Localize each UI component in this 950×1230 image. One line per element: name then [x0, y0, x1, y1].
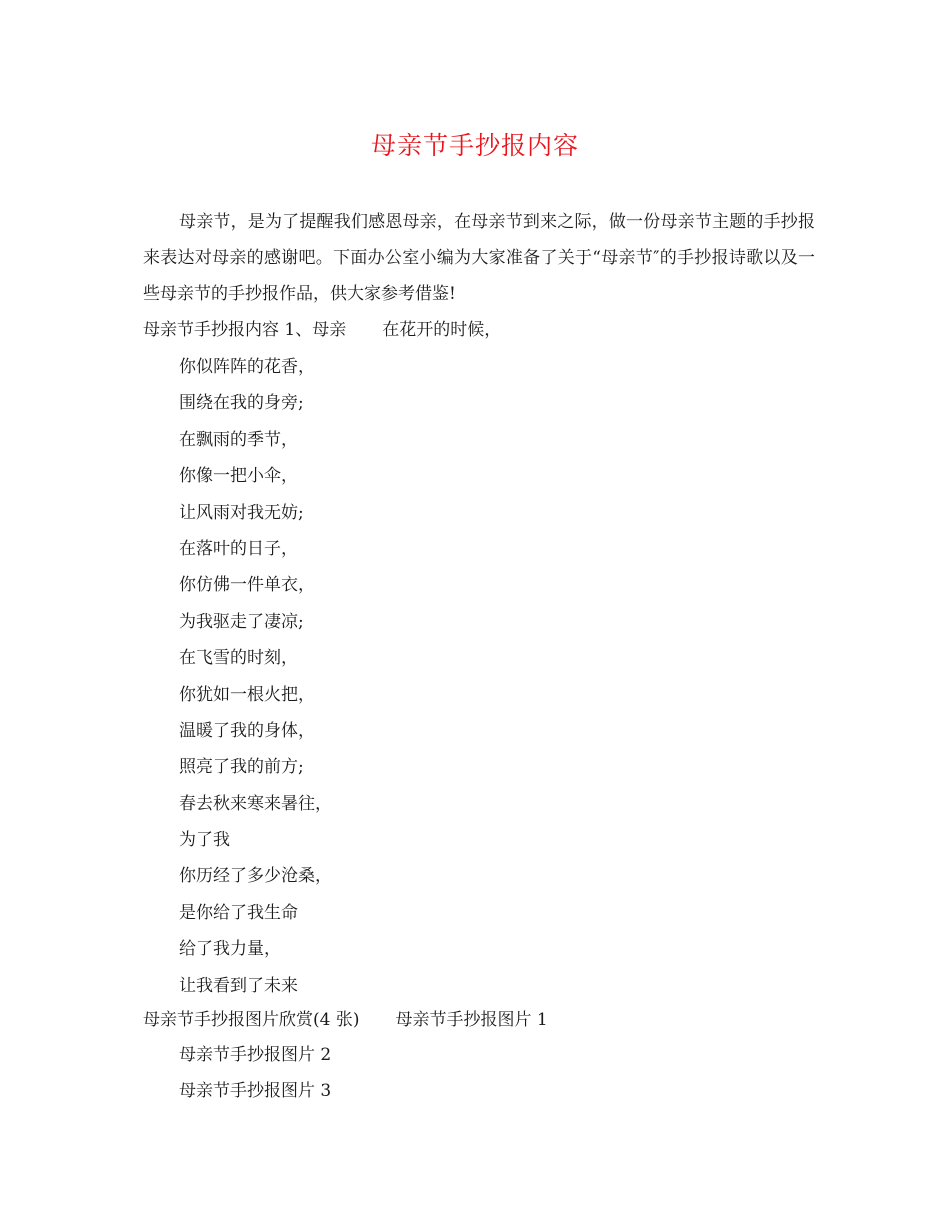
- poem-first-line: 在花开的时候，: [382, 320, 502, 340]
- intro-paragraph: 母亲节，是为了提醒我们感恩母亲，在母亲节到来之际，做一份母亲节主题的手抄报来表达对母亲的感谢吧。下面办公室小编为大家准备了关于“母亲节″的手抄报诗歌以及一些母亲节的手抄报作品，供大家参考借鉴!: [143, 212, 815, 304]
- poem-line: 你似阵阵的花香，: [179, 357, 315, 377]
- poem-lines: [179, 349, 332, 1004]
- poem-line: 是你给了我生命: [179, 902, 298, 923]
- poem-line: 你仿佛一件单衣，: [179, 575, 315, 596]
- pictures-section-heading: [143, 1002, 548, 1038]
- poem-line: 为我驱走了凄凉;: [179, 611, 304, 632]
- poem-line: 温暖了我的身体，: [179, 720, 315, 741]
- poem-line: 照亮了我的前方;: [179, 757, 304, 778]
- document-title: 母亲节手抄报内容: [370, 131, 579, 160]
- poem-line: 为了我: [179, 830, 230, 851]
- poem-line: 围绕在我的身旁;: [179, 393, 304, 414]
- poem-line: 让我看到了未来: [179, 975, 298, 996]
- picture-item: 母亲节手抄报图片 1: [395, 1010, 548, 1030]
- poem-line: 在飘雨的季节，: [179, 429, 298, 450]
- poem-line: 给了我力量，: [179, 939, 281, 960]
- poem-section-title: 母亲节手抄报内容 1、母亲: [143, 320, 347, 340]
- picture-item: 母亲节手抄报图片 2: [179, 1045, 332, 1065]
- poem-line: 春去秋来寒来暑往，: [179, 793, 332, 814]
- poem-line: 让风雨对我无妨;: [179, 502, 304, 523]
- poem-line: 你犹如一根火把，: [179, 684, 315, 705]
- pictures-section-title: 母亲节手抄报图片欣赏(4 张): [143, 1010, 360, 1030]
- poem-line: 在落叶的日子，: [179, 538, 298, 559]
- poem-section-heading: [143, 312, 501, 348]
- poem-line: 你像一把小伞，: [179, 466, 298, 487]
- picture-items: [179, 1038, 331, 1109]
- picture-item: 母亲节手抄报图片 3: [179, 1080, 332, 1101]
- poem-line: 在飞雪的时刻，: [179, 648, 298, 669]
- poem-line: 你历经了多少沧桑，: [179, 866, 332, 887]
